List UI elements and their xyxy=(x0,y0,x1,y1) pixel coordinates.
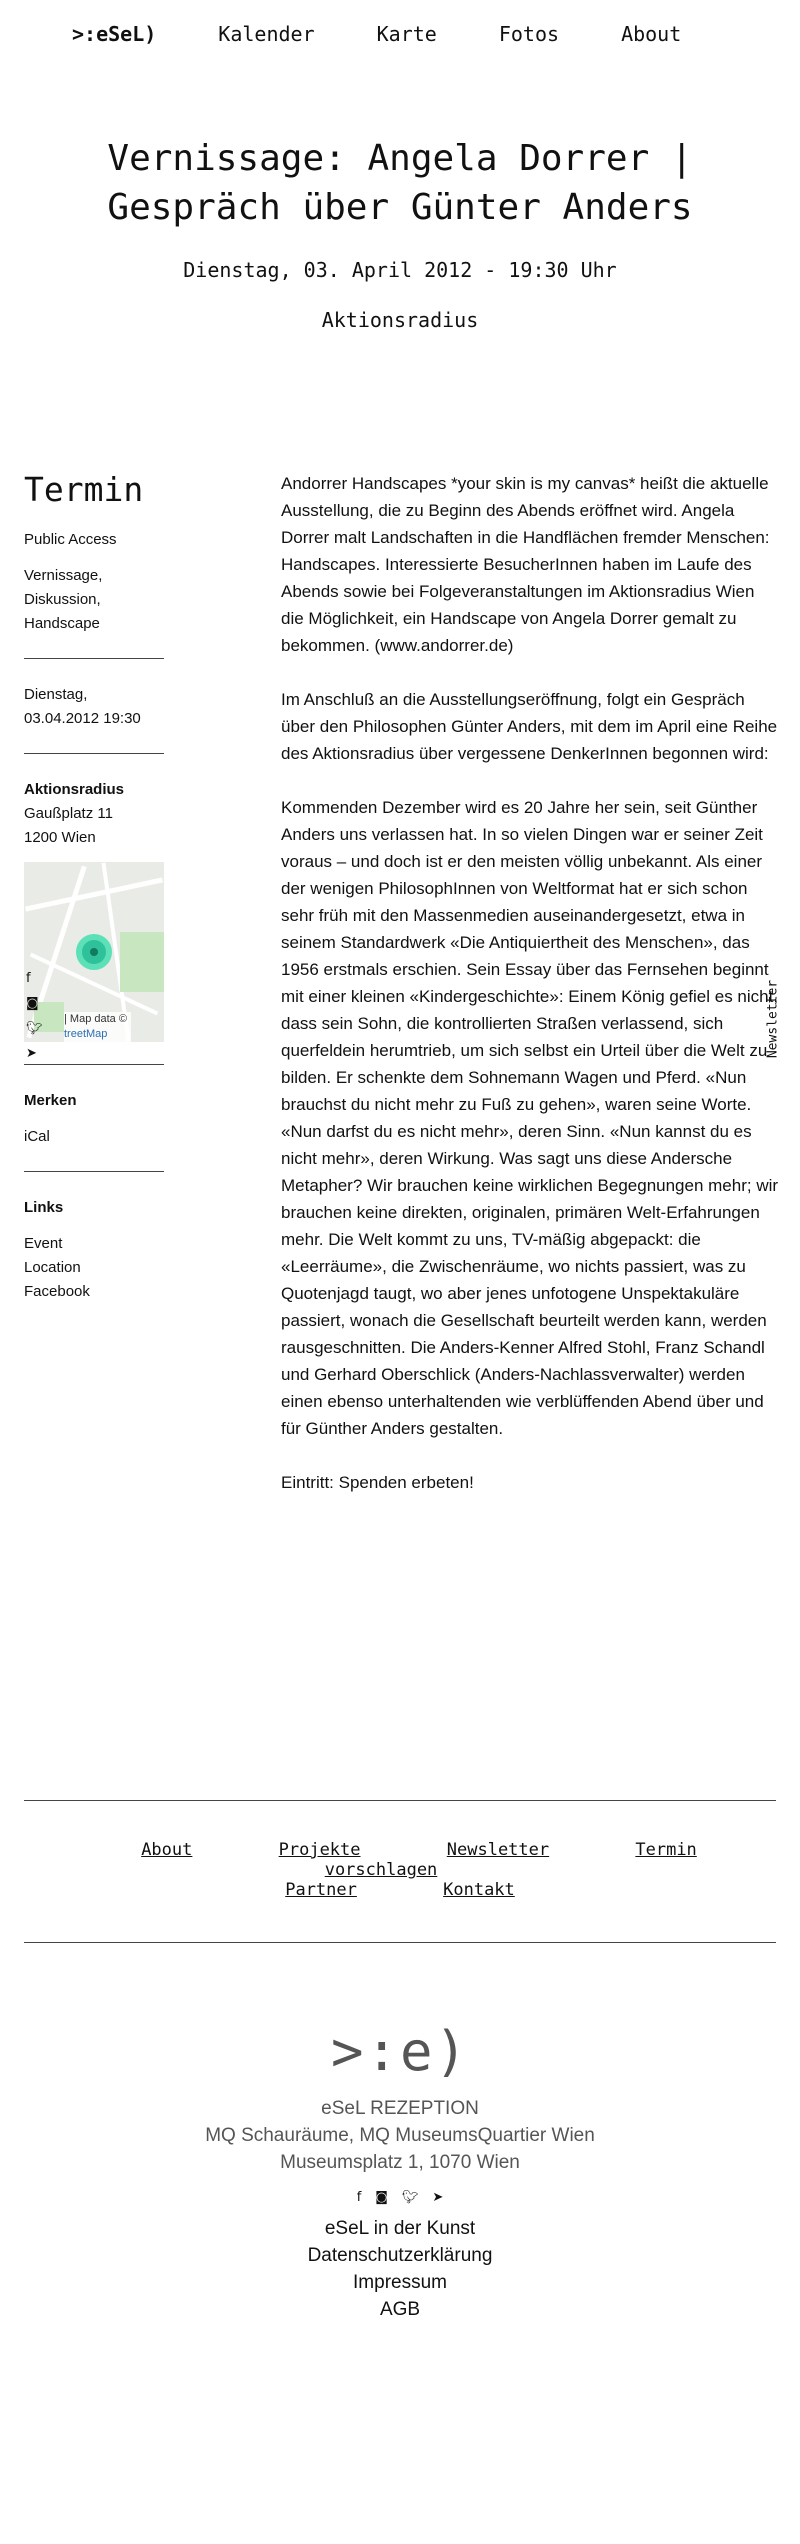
map-attribution-link[interactable]: treetMap xyxy=(64,1028,108,1040)
footer-link-about[interactable]: About xyxy=(141,1840,193,1860)
footer-link-esel-in-der-kunst[interactable]: eSeL in der Kunst xyxy=(324,2218,476,2239)
event-date: Dienstag, 03. April 2012 - 19:30 Uhr xyxy=(183,258,617,282)
ical-link[interactable]: iCal xyxy=(24,1128,50,1145)
location-street: Gaußplatz 11 xyxy=(24,805,113,822)
event-venue: Aktionsradius xyxy=(321,308,479,332)
nav-item-kalender[interactable]: Kalender xyxy=(218,22,315,46)
category-handscape: Handscape xyxy=(24,615,100,632)
footer-address-street: Museumsplatz 1, 1070 Wien xyxy=(280,2152,520,2173)
footer-link-datenschutz[interactable]: Datenschutzerklärung xyxy=(307,2245,493,2266)
divider xyxy=(24,1064,164,1065)
event-title: Vernissage: Angela Dorrer | Gespräch über Günter Anders xyxy=(107,138,693,228)
event-header xyxy=(20,134,780,332)
event-day: Dienstag, xyxy=(24,686,88,703)
access-label: Public Access xyxy=(24,531,117,548)
event-datetime: 03.04.2012 19:30 xyxy=(24,710,141,727)
link-event[interactable]: Event xyxy=(24,1235,63,1252)
merken-heading: Merken xyxy=(24,1092,77,1109)
instagram-icon[interactable]: ◙ xyxy=(26,996,39,1011)
newsletter-tab[interactable] xyxy=(758,978,788,1060)
top-nav xyxy=(72,22,743,46)
divider xyxy=(24,1171,164,1172)
footer-link-partner[interactable]: Partner xyxy=(285,1880,357,1900)
twitter-icon[interactable]: 🐦︎ xyxy=(401,2190,419,2205)
site-logo[interactable]: >:eSeL) xyxy=(72,22,157,46)
footer-address-venue: MQ Schauräume, MQ MuseumsQuartier Wien xyxy=(205,2125,595,2146)
link-facebook[interactable]: Facebook xyxy=(24,1283,90,1300)
event-description xyxy=(281,470,781,1523)
location-city: 1200 Wien xyxy=(24,829,96,846)
location-name: Aktionsradius xyxy=(24,781,125,798)
nav-item-about[interactable]: About xyxy=(621,22,682,46)
footer-address-name: eSeL REZEPTION xyxy=(321,2098,479,2119)
twitter-icon[interactable]: 🐦︎ xyxy=(26,1021,43,1036)
footer-link-agb[interactable]: AGB xyxy=(379,2299,421,2320)
footer-social-icons xyxy=(0,2190,800,2205)
description-paragraph: Andorrer Handscapes *your skin is my canvas* heißt die aktuelle Ausstellung, die zu Beginn des Abends eröffnet wird. Angela Dorrer malt Landschaften in die Handflächen fremder Menschen: Handscapes. Interessierte BesucherInnen haben im Laufe des Abends sowie bei Folgeveranstaltungen im Aktionsradius Wien die Möglichkeit, ein Handscape von Angela Dorrer gemalt zu bekommen. (www.andorrer.de) xyxy=(281,474,770,655)
site-footer xyxy=(0,2020,800,2323)
admission-note: Eintritt: Spenden erbeten! xyxy=(281,1473,474,1492)
footer-logo: >:e) xyxy=(330,2020,470,2083)
map-attribution xyxy=(64,1012,131,1042)
divider xyxy=(24,753,164,754)
description-paragraph: Im Anschluß an die Ausstellungseröffnung, folgt ein Gespräch über den Philosophen Günter Anders, mit dem im April eine Reihe des Aktionsradius über vergessene DenkerInnen begonnen wird: xyxy=(281,690,778,763)
event-sidebar xyxy=(24,470,164,1304)
category-diskussion: Diskussion, xyxy=(24,591,101,608)
footer-link-newsletter[interactable]: Newsletter xyxy=(446,1840,550,1860)
link-location[interactable]: Location xyxy=(24,1259,81,1276)
footer-links xyxy=(0,2215,800,2323)
footer-link-termin-vorschlagen[interactable]: Termin vorschlagen xyxy=(324,1840,697,1880)
links-heading: Links xyxy=(24,1199,64,1216)
footer-link-impressum[interactable]: Impressum xyxy=(353,2272,447,2293)
sidebar-heading: Termin xyxy=(24,470,144,509)
location-map[interactable] xyxy=(24,862,164,1061)
telegram-icon[interactable]: ➤ xyxy=(26,1046,37,1061)
map-attribution-line: | Map data © xyxy=(64,1013,127,1025)
share-icons xyxy=(26,970,43,1063)
footer-link-kontakt[interactable]: Kontakt xyxy=(443,1880,515,1900)
instagram-icon[interactable]: ◙ xyxy=(375,2190,388,2205)
map-marker-icon xyxy=(76,934,112,970)
footer-nav-row-1 xyxy=(24,1840,776,1880)
facebook-icon[interactable]: f xyxy=(356,2190,362,2205)
telegram-icon[interactable]: ➤ xyxy=(432,2190,444,2205)
newsletter-tab-label: Newsletter xyxy=(765,979,781,1059)
divider xyxy=(24,658,164,659)
footer-link-projekte[interactable]: Projekte xyxy=(278,1840,361,1860)
nav-item-fotos[interactable]: Fotos xyxy=(498,22,560,46)
divider xyxy=(24,1942,776,1943)
nav-item-karte[interactable]: Karte xyxy=(376,22,437,46)
footer-nav-row-2 xyxy=(24,1880,776,1900)
description-paragraph: Kommenden Dezember wird es 20 Jahre her sein, seit Günther Anders uns verlassen hat. In so vielen Dingen war er seiner Zeit voraus – und doch ist er den meisten völlig unbekannt. Als einer der wenigen PhilosophInnen von Weltformat hat er sich schon sehr früh mit den Massenmedien auseinandergesetzt, etwa in seinem Standardwerk «Die Antiquiertheit des Menschen», das 1956 erstmals erschien. Sein Essay über das Fernsehen beginnt mit einer kleinen «Kindergeschichte»: Einem König gefiel es nicht, dass sein Sohn, die kontrollierten Straßen verlassend, sich querfeldein herumtrieb, um sich selbst ein Urteil über die Welt zu bilden. Er schenkte dem Sohnemann Wagen und Pferd. «Nun brauchst du nicht mehr zu Fuß zu gehen», waren seine Worte. «Nun darfst du es nicht mehr», deren Sinn. «Nun kannst du es nicht mehr», deren Wirkung. Was sagt uns diese Andersche Metapher? Wir brauchen keine wirklichen Begegnungen mehr; wir brauchen keine direkten, originalen, primären Welt-Erfahrungen mehr. Die Welt kommt zu uns, TV-mäßig abgepackt: die «Leerräume», die Zwischenräume, wo nichts passiert, was zu Quotenjagd taugt, wo aber jenes unfotogene Unspektakuläre passiert, wonach die Gesellschaft beurteilt werden kann, werden rausgeschnitten. Die Anders-Kenner Alfred Stohl, Franz Schandl und Gerhard Oberschlick (Anders-Nachlassverwalter) werden einen ebenso unterhaltenden wie verblüffenden Abend über und für Günther Anders gestalten. xyxy=(281,798,779,1438)
facebook-icon[interactable]: f xyxy=(26,971,31,986)
category-vernissage: Vernissage, xyxy=(24,567,103,584)
divider xyxy=(24,1800,776,1801)
